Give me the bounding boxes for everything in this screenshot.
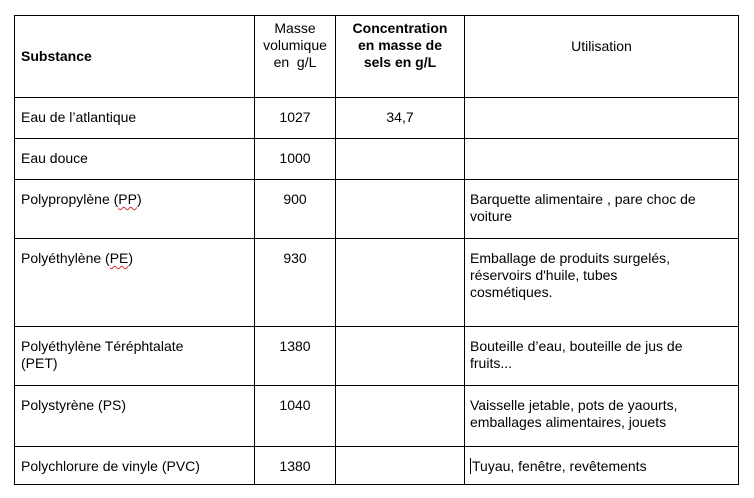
cell-concentration[interactable]: [336, 386, 465, 447]
cell-utilisation[interactable]: [465, 98, 739, 139]
cell-substance[interactable]: Polystyrène (PS): [15, 386, 255, 447]
table-row: [15, 447, 739, 485]
header-utilisation[interactable]: Utilisation: [465, 16, 739, 98]
header-row: [15, 16, 739, 98]
cell-concentration[interactable]: [336, 447, 465, 485]
cell-substance[interactable]: Polypropylène (PP): [15, 180, 255, 239]
header-masse-line: Masse: [274, 20, 316, 36]
cell-masse[interactable]: 1380: [255, 327, 336, 386]
cell-masse[interactable]: 1000: [255, 139, 336, 180]
table-row: [15, 180, 739, 239]
cell-concentration[interactable]: [336, 139, 465, 180]
table-row: [15, 327, 739, 386]
cell-utilisation[interactable]: Barquette alimentaire , pare choc de voiture: [465, 180, 739, 239]
spellcheck-word: PE: [109, 250, 129, 266]
cell-substance[interactable]: Polyéthylène (PE): [15, 239, 255, 327]
header-conc-line: Concentration: [352, 20, 448, 36]
table-row: [15, 239, 739, 327]
cell-concentration[interactable]: [336, 180, 465, 239]
cell-masse[interactable]: 1040: [255, 386, 336, 447]
cell-concentration[interactable]: 34,7: [336, 98, 465, 139]
header-substance[interactable]: Substance: [15, 16, 255, 98]
cell-substance[interactable]: Eau de l’atlantique: [15, 98, 255, 139]
cell-utilisation[interactable]: [465, 139, 739, 180]
table-row: [15, 139, 739, 180]
cell-concentration[interactable]: [336, 327, 465, 386]
spellcheck-word: PP: [118, 191, 137, 207]
table-row: [15, 98, 739, 139]
header-concentration[interactable]: [336, 16, 465, 98]
header-conc-line: en masse de: [357, 37, 443, 53]
cell-utilisation[interactable]: Emballage de produits surgelés, réservoirs d'huile, tubes cosmétiques.: [465, 239, 739, 327]
header-masse-volumique[interactable]: [255, 16, 336, 98]
table-row: [15, 386, 739, 447]
cell-masse[interactable]: 930: [255, 239, 336, 327]
header-conc-line: sels en g/L: [363, 54, 437, 70]
cell-concentration[interactable]: [336, 239, 465, 327]
cell-utilisation[interactable]: Bouteille d’eau, bouteille de jus de fruits...: [465, 327, 739, 386]
substances-table: [14, 15, 739, 485]
cell-substance[interactable]: Polychlorure de vinyle (PVC): [15, 447, 255, 485]
cell-substance[interactable]: Eau douce: [15, 139, 255, 180]
cell-masse[interactable]: 1380: [255, 447, 336, 485]
cell-masse[interactable]: 1027: [255, 98, 336, 139]
cell-utilisation[interactable]: Tuyau, fenêtre, revêtements: [465, 447, 739, 485]
cell-utilisation[interactable]: Vaisselle jetable, pots de yaourts, emballages alimentaires, jouets: [465, 386, 739, 447]
text-cursor: [470, 458, 471, 474]
cell-masse[interactable]: 900: [255, 180, 336, 239]
header-masse-line: volumique: [263, 37, 327, 53]
header-masse-line: en g/L: [273, 54, 317, 70]
cell-substance[interactable]: Polyéthylène Téréphtalate (PET): [15, 327, 255, 386]
